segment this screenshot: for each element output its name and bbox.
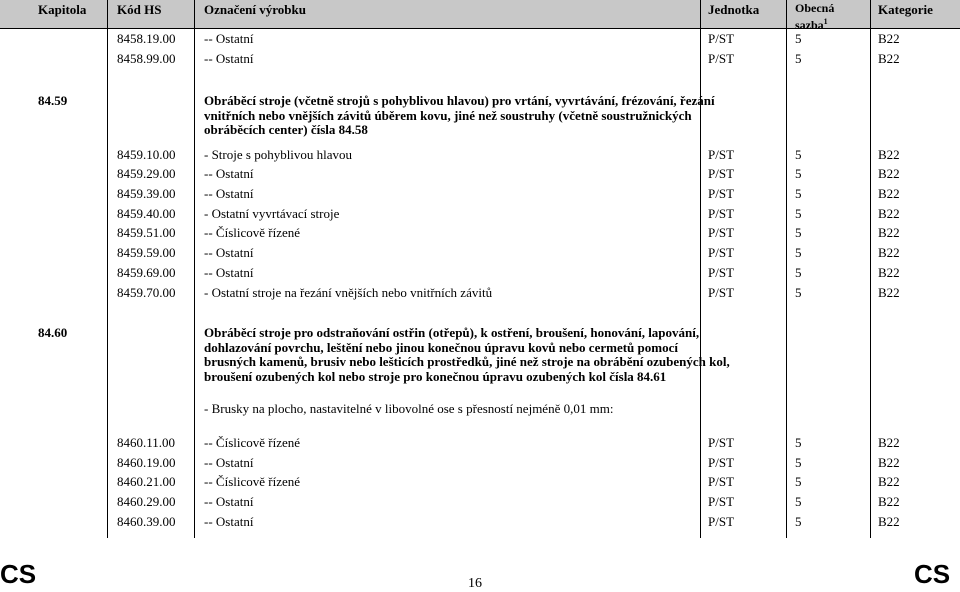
- heading-text-8460: Obráběcí stroje pro odstraňování ostřin (otřepů), k ostření, broušení, honování, lapování, dohlazování povrchu, leštění nebo jinou konečnou úpravu kovů nebo cermetů pomocí brusných kamenů, brusiv nebo lešticích prostředků, jiné než stroje na obrábění ozubených kol, broušení ozubených kol nebo stroje pro konečnou úpravu ozubených kol čísla 84.61: [204, 325, 730, 384]
- footer-language-mark-left: CS: [0, 559, 37, 589]
- heading-text-8459: Obráběcí stroje (včetně strojů s pohyblivou hlavou) pro vrtání, vyvrtávání, frézování, řezání vnitřních nebo vnějších závitů úběrem kovu, jiné než soustruhy (včetně soustružnických obráběcích center) čísla 84.58: [204, 93, 715, 137]
- table-header: [0, 0, 960, 32]
- heading-number-8459: 84.59: [38, 93, 68, 108]
- header-kod-hs: Kód HS: [117, 2, 162, 17]
- header-oznaceni: Označení výrobku: [204, 2, 306, 17]
- header-jednotka: Jednotka: [708, 2, 760, 17]
- footer-language-mark-right: CS: [914, 559, 951, 589]
- header-sazba: Obecná sazba$^1$: [795, 1, 835, 32]
- document-page: Kapitola Kód HS Označení výrobku Jednotka Obecná sazba$^1$ Kategorie 8458.19.00 -- Ostatní P/ST 5 B22 8458.99.00 -- Ostatní P/ST 5 B22 84.59 Obráběcí stroje (včetně strojů s pohyblivou hlavou) pro vrtání, vyvrtávání, frézování, řezání vnitřních nebo vnějších závitů úběrem kovu, jiné než soustruhy (včetně soustružnických obráběcích center) čísla 84.58 8459.10.00 - Stroje s pohyblivou hlavou P/ST 5 B22 8459.29.00 -- Ostatní P/ST 5 B22 8459.39.00 -- Ostatní P/ST 5 B22 8459.40.00 - Ostatní vyvrtávací stroje P/ST 5 B22 8459.51.00 -- Číslicově řízené P/ST 5 B22 8459.59.00 -- Ostatní P/ST 5 B22 8459.69.00 -- Ostatní P/ST 5 B22 8459.70.00 - Ostatní stroje na řezání vnějších nebo vnitřních závitů P/ST 5 B22 84.60 Obráběcí stroje pro odstraňování ostřin (otřepů), k ostření, broušení, honování, lapování, dohlazování povrchu, leštění nebo jinou konečnou úpravu kovů nebo cermetů pomocí brusných kamenů, brusiv nebo lešticích prostředků, jiné než stroje na obrábění ozubených kol, broušení ozubených kol nebo stroje pro konečnou úpravu ozubených kol čísla 84.61 - Brusky na plocho, nastavitelné v libovolné ose s přesností nejméně 0,01 mm: 8460.11.00 -- Číslicově řízené P/ST 5 B22 8460.19.00 -- Ostatní P/ST 5 B22 8460.21.00 -- Číslicově řízené P/ST 5 B22 8460.29.00 -- Ostatní P/ST 5 B22 8460.39.00 -- Ostatní P/ST 5 B22 CS 16 CS: [0, 0, 960, 590]
- column-divider: [786, 0, 787, 538]
- header-kategorie: Kategorie: [878, 2, 933, 17]
- page-number: 16: [468, 576, 482, 591]
- header-kapitola: Kapitola: [38, 2, 87, 17]
- heading-number-8460: 84.60: [38, 325, 68, 340]
- column-divider: [870, 0, 871, 538]
- subheading-brusky: - Brusky na plocho, nastavitelné v libovolné ose s přesností nejméně 0,01 mm:: [204, 401, 614, 416]
- column-divider: [194, 0, 195, 538]
- column-divider: [700, 0, 701, 538]
- column-divider: [107, 0, 108, 538]
